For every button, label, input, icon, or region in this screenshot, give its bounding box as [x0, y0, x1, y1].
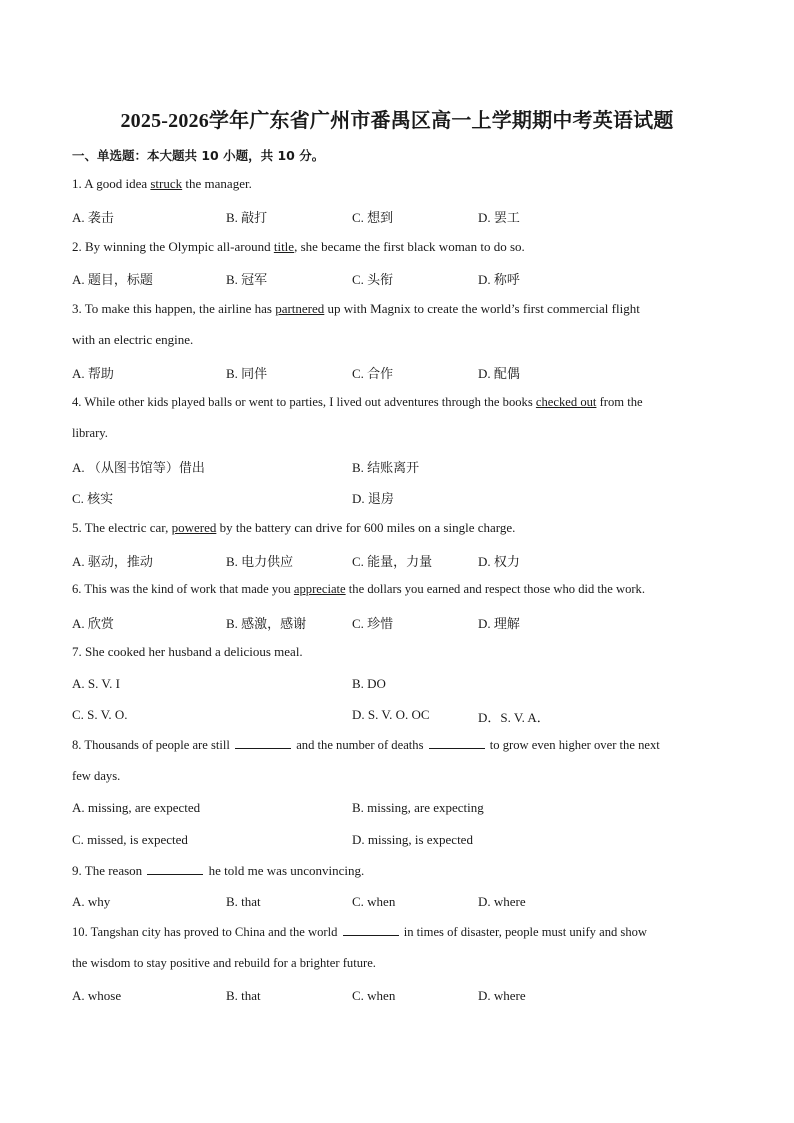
question-2 — [72, 231, 722, 262]
answer-blank — [235, 738, 291, 749]
question-4 — [72, 387, 732, 449]
question-9 — [72, 855, 722, 886]
options-2 — [72, 269, 732, 289]
option-d[interactable]: D. 配偶 — [478, 366, 520, 381]
option-b[interactable]: B. missing, are expecting — [352, 800, 484, 815]
option-a[interactable]: A. 驱动，推动 — [72, 554, 153, 569]
question-text: the dollars you earned and respect those who did the work. — [348, 582, 645, 596]
answer-blank — [343, 925, 399, 936]
option-a[interactable]: A. whose — [72, 988, 122, 1003]
option-a[interactable]: A. 欣赏 — [72, 616, 114, 631]
option-b[interactable]: B. DO — [352, 676, 386, 691]
option-a[interactable]: A. why — [72, 894, 111, 909]
key-word: title — [273, 239, 295, 254]
question-text: To make this happen, the airline has — [84, 301, 272, 316]
question-1 — [72, 168, 722, 199]
question-text: the manager. — [185, 176, 252, 191]
question-text-line2: the wisdom to stay positive and rebuild for a brighter future. — [72, 956, 376, 970]
question-number: 9. — [72, 863, 82, 878]
key-word: appreciate — [293, 582, 346, 596]
options-10 — [72, 988, 732, 1008]
question-text: up with Magnix to create the world’s first commercial flight — [327, 301, 640, 316]
question-number: 10. — [72, 925, 88, 939]
options-8-row1 — [72, 800, 732, 820]
question-10 — [72, 917, 732, 979]
key-word: partnered — [275, 301, 325, 316]
question-number: 6. — [72, 582, 82, 596]
options-9 — [72, 894, 732, 914]
question-text: , she became the first black woman to do so. — [294, 239, 525, 254]
question-text: he told me was unconvincing. — [208, 863, 365, 878]
option-d[interactable]: D. 退房 — [352, 491, 394, 506]
question-number: 4. — [72, 395, 82, 409]
option-c[interactable]: C. missed, is expected — [72, 832, 188, 847]
options-6 — [72, 613, 732, 633]
question-text: Thousands of people are still — [84, 738, 230, 752]
option-extra[interactable]: D．S. V. A． — [478, 710, 550, 725]
options-4-row2 — [72, 488, 732, 508]
option-d[interactable]: D. 称呼 — [478, 272, 520, 287]
question-text: While other kids played balls or went to parties, I lived out adventures through the books — [84, 395, 533, 409]
options-7-row1 — [72, 676, 732, 696]
option-b[interactable]: B. that — [226, 988, 261, 1003]
question-6 — [72, 574, 732, 605]
option-a[interactable]: A. （从图书馆等）借出 — [72, 460, 205, 475]
question-text: and the number of deaths — [296, 738, 424, 752]
option-c[interactable]: C. 合作 — [352, 366, 394, 381]
option-a[interactable]: A. 袭击 — [72, 210, 114, 225]
option-a[interactable]: A. missing, are expected — [72, 800, 201, 815]
question-text: to grow even higher over the next — [489, 738, 660, 752]
option-b[interactable]: B. 电力供应 — [226, 554, 294, 569]
options-8-row2 — [72, 832, 732, 852]
options-5 — [72, 551, 732, 571]
option-c[interactable]: C. when — [352, 894, 396, 909]
question-number: 3. — [72, 301, 82, 316]
options-3 — [72, 363, 732, 383]
option-c[interactable]: C. 想到 — [352, 210, 394, 225]
question-text: by the battery can drive for 600 miles on a single charge. — [219, 520, 516, 535]
option-a[interactable]: A. 帮助 — [72, 366, 114, 381]
option-b[interactable]: B. 感激，感谢 — [226, 616, 307, 631]
key-word: checked out — [535, 395, 597, 409]
option-d[interactable]: D. 权力 — [478, 554, 520, 569]
answer-blank — [429, 738, 485, 749]
question-text: Tangshan city has proved to China and the world — [90, 925, 338, 939]
option-d[interactable]: D. 理解 — [478, 616, 520, 631]
question-number: 1. — [72, 176, 82, 191]
option-a[interactable]: A. 题目，标题 — [72, 272, 153, 287]
question-number: 7. — [72, 644, 82, 659]
answer-blank — [147, 864, 203, 875]
options-7-row2 — [72, 707, 732, 727]
option-b[interactable]: B. 敲打 — [226, 210, 268, 225]
option-b[interactable]: B. 冠军 — [226, 272, 268, 287]
question-5 — [72, 512, 722, 543]
question-8 — [72, 730, 732, 792]
key-word: struck — [150, 176, 183, 191]
option-a[interactable]: A. S. V. I — [72, 676, 120, 691]
question-text: She cooked her husband a delicious meal. — [85, 644, 303, 659]
option-d[interactable]: D. missing, is expected — [352, 832, 473, 847]
key-word: powered — [171, 520, 217, 535]
option-c[interactable]: C. 珍惜 — [352, 616, 394, 631]
question-text: This was the kind of work that made you — [84, 582, 291, 596]
options-4-row1 — [72, 457, 732, 477]
options-1 — [72, 207, 732, 227]
option-b[interactable]: B. that — [226, 894, 261, 909]
question-7 — [72, 636, 722, 667]
question-text: The electric car, — [84, 520, 169, 535]
option-d[interactable]: D. S. V. O. OC — [352, 707, 430, 722]
option-b[interactable]: B. 结账离开 — [352, 460, 420, 475]
question-text-line2: few days. — [72, 769, 121, 783]
option-d[interactable]: D. where — [478, 894, 526, 909]
question-text: The reason — [84, 863, 143, 878]
question-3 — [72, 293, 722, 355]
option-c[interactable]: C. S. V. O. — [72, 707, 128, 722]
question-text: By winning the Olympic all-around — [85, 239, 271, 254]
section-heading: 一、单选题：本大题共 10 小题，共 10 分。 — [72, 148, 325, 163]
question-text: A good idea — [84, 176, 148, 191]
question-number: 8. — [72, 738, 82, 752]
option-c[interactable]: C. 头衔 — [352, 272, 394, 287]
option-d[interactable]: D. where — [478, 988, 526, 1003]
question-text: from the — [599, 395, 643, 409]
question-number: 5. — [72, 520, 82, 535]
exam-title: 2025-2026学年广东省广州市番禺区高一上学期期中考英语试题 — [120, 110, 674, 132]
question-text-line2: with an electric engine. — [72, 332, 194, 347]
option-c[interactable]: C. when — [352, 988, 396, 1003]
option-b[interactable]: B. 同伴 — [226, 366, 268, 381]
question-number: 2. — [72, 239, 82, 254]
option-c[interactable]: C. 能量，力量 — [352, 554, 433, 569]
option-d[interactable]: D. 罢工 — [478, 210, 520, 225]
question-text: in times of disaster, people must unify and show — [403, 925, 648, 939]
question-text-line2: library. — [72, 426, 108, 440]
option-c[interactable]: C. 核实 — [72, 491, 114, 506]
